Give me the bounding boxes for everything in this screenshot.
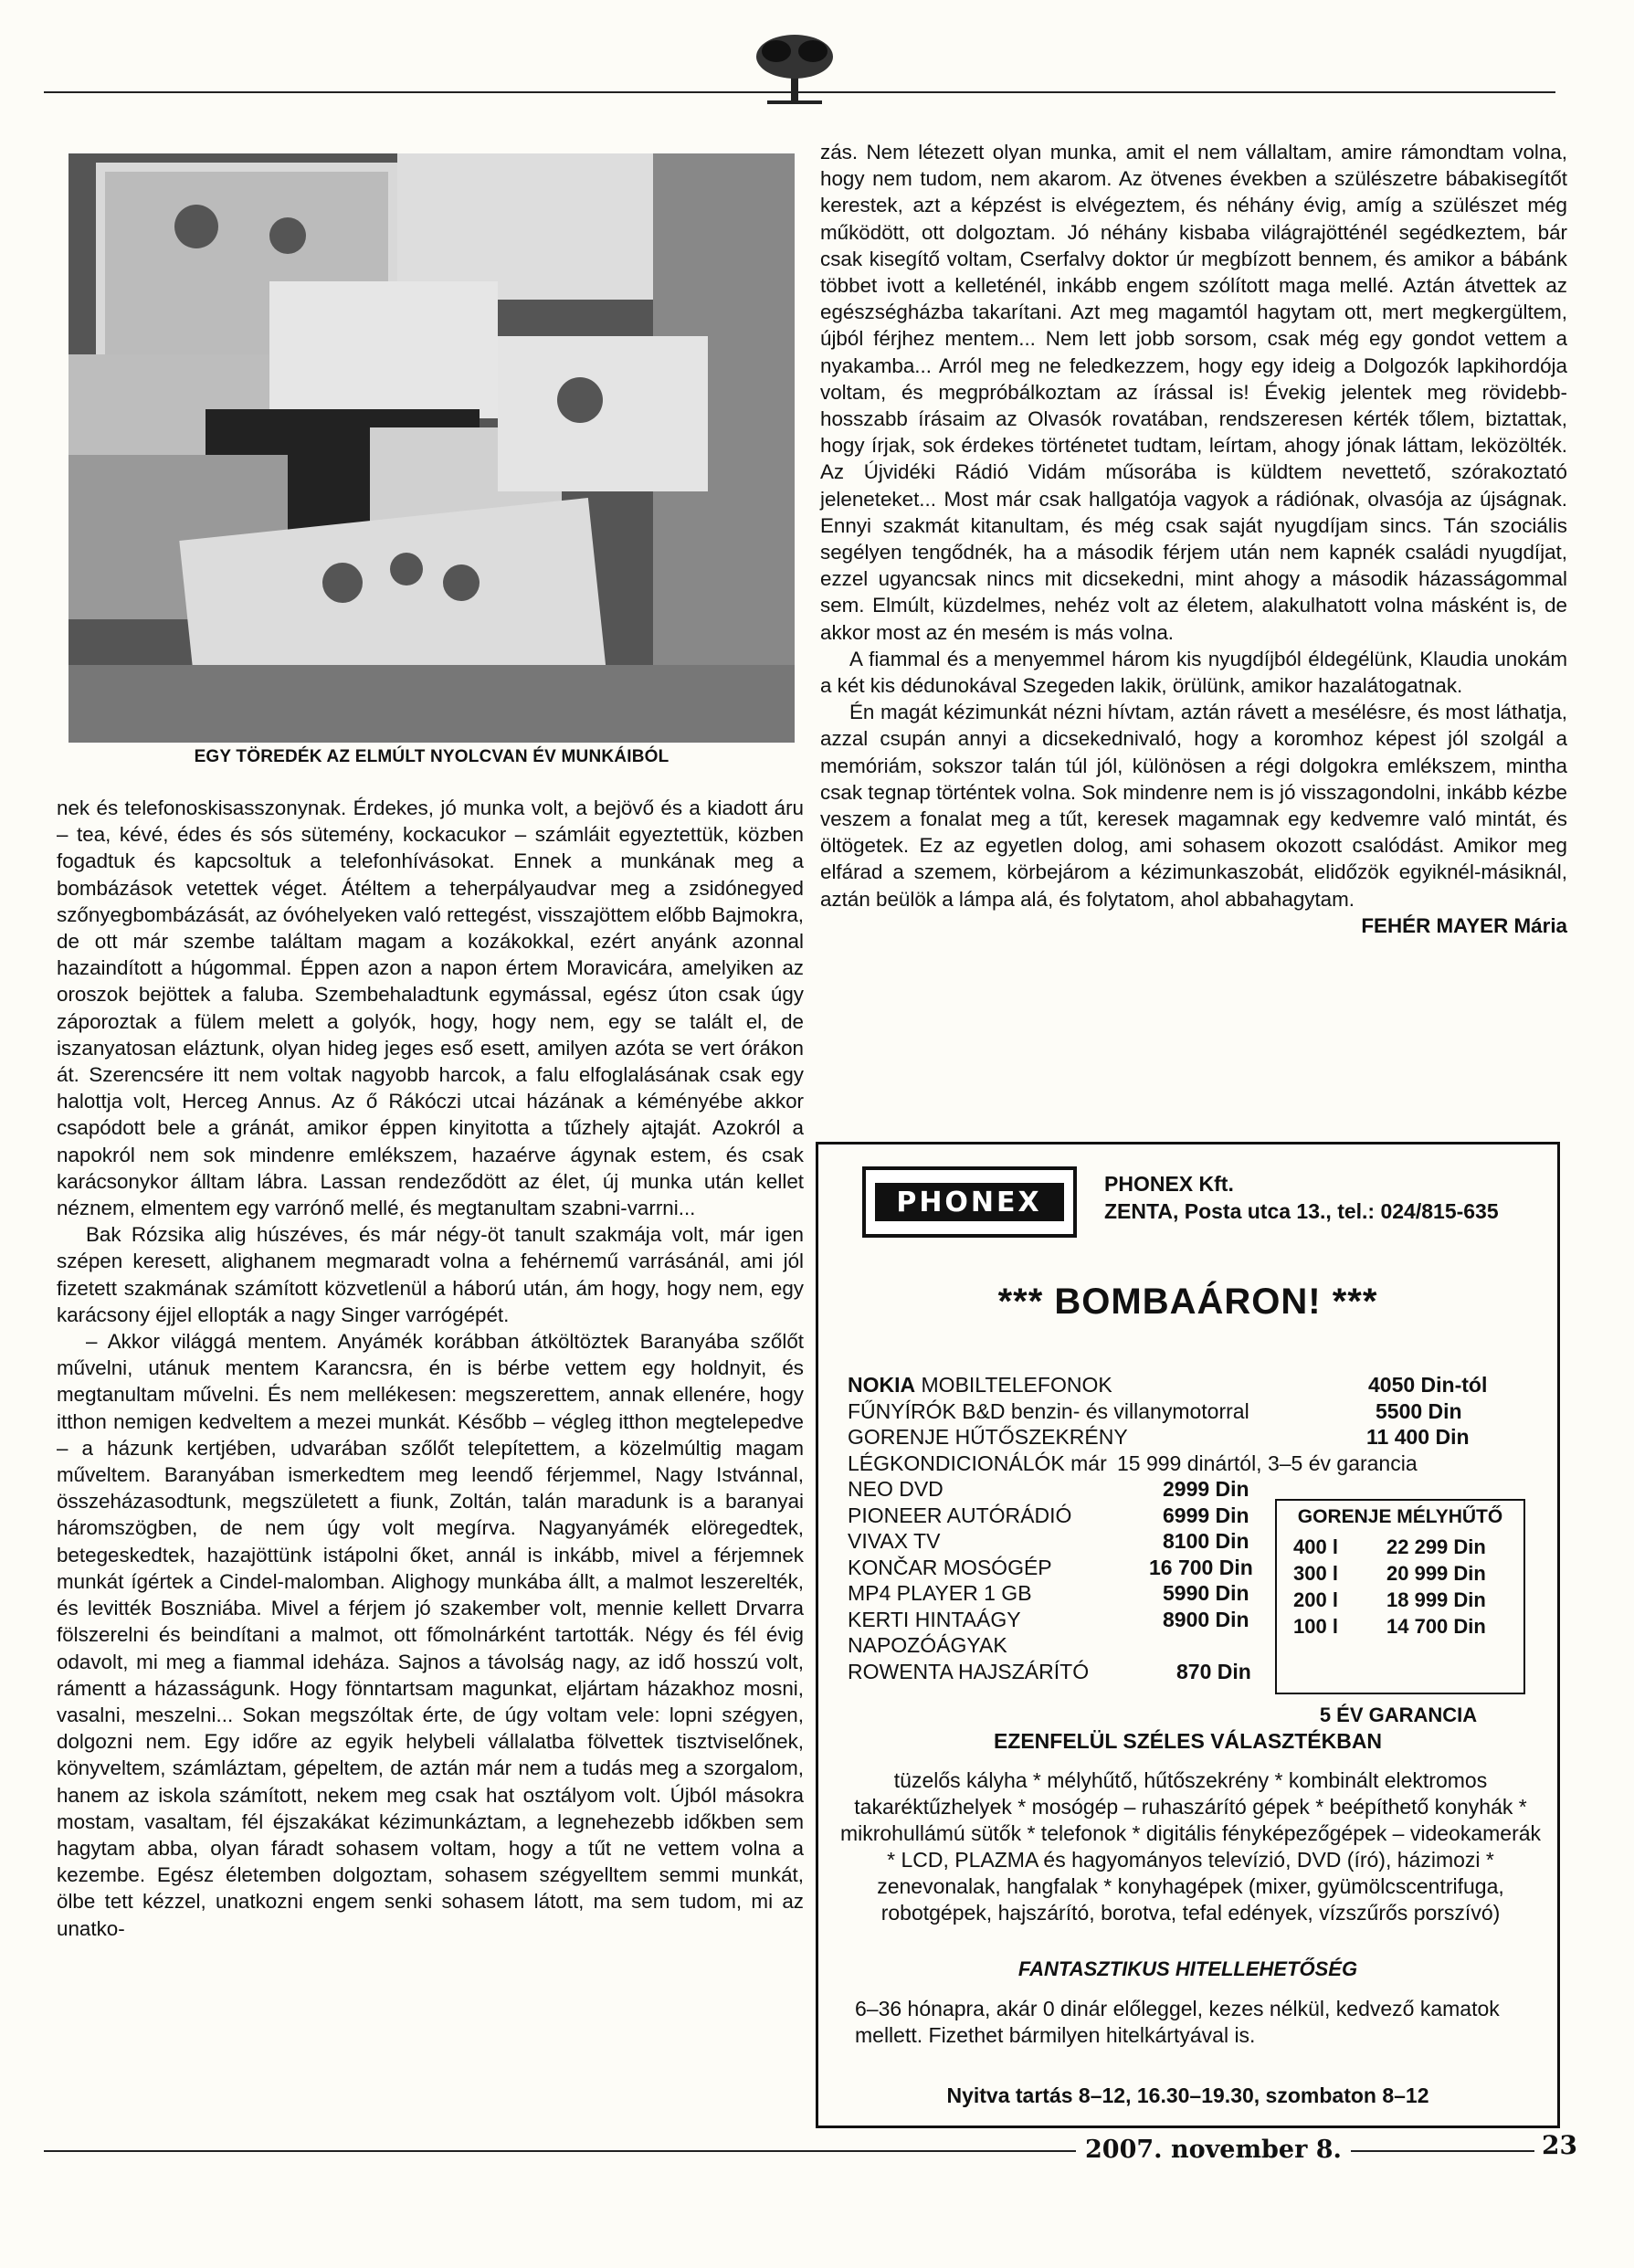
product-price: 15 999 dinártól, 3–5 év garancia bbox=[1117, 1450, 1418, 1475]
freezer-row bbox=[1277, 1562, 1523, 1588]
product-price: 8100 Din bbox=[1163, 1529, 1249, 1553]
gorenje-title: GORENJE MÉLYHŰTŐ bbox=[1297, 1506, 1503, 1527]
phonex-logo bbox=[862, 1166, 1077, 1238]
company-address: ZENTA, Posta utca 13., tel.: 024/815-635 bbox=[1104, 1199, 1499, 1223]
gorenje-freezer-box bbox=[1275, 1499, 1525, 1694]
product-price: 4050 Din-tól bbox=[1368, 1373, 1488, 1397]
paragraph: – Akkor világgá mentem. Anyámék korábban átköltöztek Baranyába szőlőt művelni, utánuk mentem Karancsra, én is bérbe vettem egy holdnyit, és megtanultam művelni. És nem mellékesen: megszerettem, annak ellenére, hogy itthon nemigen kedveltem a mezei munkát. Később – végleg itthon megtelepedve – a házunk kertjében, udvarában szőlőt telepítettem, a közelmúltig magam műveltem. Baranyában ismerkedtem meg leendő férjemmel, Nagy Istvánnal, összeházasodtunk, megszületett a fiunk, Zoltán, talán maradunk is a baranyai háromszögben, de nem úgy volt megírva. Nagyanyámék elöregedtek, betegeskedtek, hazajöttünk istápolni őket, annál is inkább, mivel a férjemnek munkát ígértek a Cindel-malomban. Alighogy munkába állt, a malmot leszerelték, és levitték Boszniába. Mivel a férjem jó szakember volt, mennie kellett Drvarra fölszerelni és beindítani a malmot, ott főmolnárként tartották. Négy és fél évig odavolt, mi meg a fiammal ideháza. Sajnos a távolság nagy, az idő hosszú volt, rámentt a házasságunk. Hogy fönntartsam magunkat, eljártam házakhoz mosni, vasalni, meszelni... Sokan megszóltak érte, de úgy voltam vele: lopni szégyen, dolgozni nem. Egy időre az egyik helybeli vállalatba fölvettek tisztviselőnek, könyveltem, számláztam, gépeltem, de aztán már nem a tudás meg a szorgalom, hanem az iskola számított, nekem meg csak hat osztályom volt. Újból másokra mostam, vasaltam, fél éjszakákat kézimunkáztam, a legnehezebb időkben sem hagytam abba, olyan fáradt sohasem voltam, hogy a tűt ne vettem volna a kezembe. Egész életemben dolgoztam, sohasem szégyelltem semmi munkát, ölbe tett kézzel, unatkozni engem senki sohasem látott, ma sem tudom, mi az unatko- bbox=[57, 1330, 804, 1940]
feature-list: tüzelős kályha * mélyhűtő, hűtőszekrény * kombinált elektromos takaréktűzhelyek * mosógép – ruhaszárító gépek * beépíthető konyhák * mikrohullámú sütők * telefonok * digitális fényképezőgépek – videokamerák * LCD, PLAZMA és hagyományos televízió, DVD (író), házimozi * zenevonalak, hangfalak * konyhagépek (mixer, gyümölcscentrifuga, robotgépek, hajszárító, borotva, tefal edények, vízszűrős porszívó) bbox=[839, 1768, 1542, 1925]
product-name: MP4 PLAYER 1 GB bbox=[848, 1581, 1032, 1605]
company-info bbox=[1104, 1170, 1499, 1225]
credit-headline: FANTASZTIKUS HITELLEHETŐSÉG bbox=[1017, 1957, 1358, 1980]
paragraph: zás. Nem létezett olyan munka, amit el nem vállaltam, amire rámondtam volna, hogy nem tudom, nem akarom. Az ötvenes években a szülészetre bábakisegítőt kerestek, azt a képzést is elvégeztem, és néhány évig, amíg a szülészet még működött, ott dolgoztam. Jó néhány kisbaba világrajötténél segédkeztem, bár csak kisegítő voltam, Cserfalvy doktor úr megbízott bennem, és amikor a bábánk többet ivott a kelleténél, inkább engem szólított maga mellé. Aztán átvettek az egészségházba takarítani. Azt meg magamtól hagytam ott, mert megkergültem, újból férjhez mentem... Nem lett jobb sorsom, csak még egy gondot vettem a nyakamba... Arról meg ne feledkezzem, hogy egy ideig a Dolgozók lapkihordója voltam, és megpróbálkoztam az írással is! Évekig jelentek meg rövidebb-hosszabb írásaim az Olvasók rovatában, rendszeresen kérték tőlem, biztattak, hogy írjak, sok érdekes történetet tudtam, leírtam, ahogy jónak láttam, leközölték. Az Újvidéki Rádió Vidám műsorába is küldtem nevettető, szórakoztató jeleneteket... Most már csak hallgatója vagyok a rádiónak, olvasója az újságnak. Ennyi szakmát kitanultam, és még csak saját nyugdíjam sincs. Tán szociális segélyen tengődnék, ha a második férjem után nem kapnék családi nyugdíjat, ezzel ugyancsak nincs mit dicsekedni, mint ahogy a második házasságommal sem. Elmúlt, küzdelmes, nehéz volt az életem, alakulhatott volna másként is, de akkor most az én mesém is más volna. bbox=[820, 141, 1567, 644]
product-row bbox=[848, 1477, 1304, 1503]
freezer-row bbox=[1277, 1615, 1523, 1641]
product-row bbox=[848, 1373, 1488, 1399]
product-row bbox=[848, 1581, 1304, 1608]
phonex-advertisement bbox=[816, 1142, 1560, 2128]
product-name: NEO DVD bbox=[848, 1477, 944, 1501]
embroidery-photo bbox=[69, 153, 795, 743]
freezer-size: 300 l bbox=[1293, 1562, 1338, 1585]
ad-headline: *** BOMBAÁRON! *** bbox=[997, 1282, 1378, 1322]
product-price: 16 700 Din bbox=[1149, 1555, 1253, 1579]
freezer-row bbox=[1277, 1588, 1523, 1615]
product-name: FŰNYÍRÓK B&D benzin- és villanymotorral bbox=[848, 1398, 1249, 1423]
right-text-column bbox=[820, 139, 1567, 939]
product-name: VIVAX TV bbox=[848, 1529, 941, 1553]
product-name: LÉGKONDICIONÁLÓK már bbox=[848, 1450, 1107, 1475]
product-name: GORENJE HŰTŐSZEKRÉNY bbox=[848, 1425, 1128, 1449]
product-row bbox=[848, 1633, 1304, 1660]
finance-terms: 6–36 hónapra, akár 0 dinár előleggel, kezes nélkül, kedvező kamatok mellett. Fizethet bármilyen hitelkártyával is. bbox=[855, 1997, 1500, 2047]
product-price: 2999 Din bbox=[1163, 1477, 1249, 1501]
freezer-price: 22 299 Din bbox=[1386, 1535, 1486, 1558]
product-price: 5500 Din bbox=[1376, 1398, 1462, 1423]
paragraph: Én magát kézimunkát nézni hívtam, aztán rávett a mesélésre, és most láthatja, azzal csupán annyi a dicsekednivaló, hogy a koromhoz képest jól szolgál a memóriám, sokszor talán túl jól, különösen a régi dolgokra emlékszem, mintha csak tegnap történtek volna. Sok mindenre nem is jó visszagondolni, inkább kézbe veszem a fonalat meg a tűt, keresek magamnak egy kedvemre való mintát, és öltögetek. Ez az egyetlen dolog, ami sohasem okozott csalódást. Amikor meg elfárad a szemem, körbejárom a kézimunkaszobát, elidőzök egyiknél-másiknál, aztán beülök a lámpa alá, és folytatom, ahol abbahagytam. bbox=[820, 701, 1567, 911]
issue-date: 2007. november 8. bbox=[1076, 2136, 1351, 2164]
product-row bbox=[848, 1398, 1462, 1426]
opening-hours: Nyitva tartás 8–12, 16.30–19.30, szombaton 8–12 bbox=[946, 2083, 1429, 2107]
product-row bbox=[848, 1529, 1304, 1556]
freezer-price: 20 999 Din bbox=[1386, 1562, 1486, 1585]
paragraph: Bak Rózsika alig húszéves, és már négy-öt tanult szakmája volt, már igen szépen keresett, alighanem megmaradt volna a fehérnemű varrásánál, ami jól fizetett szakmának számított közvetlenül a háború után, ám hogy, hogy nem, egy karácsony éjjel ellopták a nagy Singer varrógépét. bbox=[57, 1223, 804, 1326]
product-row bbox=[848, 1556, 1304, 1582]
author-signature: FEHÉR MAYER Mária bbox=[1361, 913, 1567, 937]
product-name: KERTI HINTAÁGY bbox=[848, 1607, 1021, 1631]
guarantee-label: 5 ÉV GARANCIA bbox=[1319, 1704, 1478, 1726]
product-row bbox=[848, 1660, 1304, 1686]
freezer-size: 400 l bbox=[1293, 1535, 1338, 1558]
product-name: ROWENTA HAJSZÁRÍTÓ bbox=[848, 1659, 1090, 1683]
product-name: KONČAR MOSÓGÉP bbox=[848, 1555, 1052, 1579]
product-row bbox=[848, 1425, 1470, 1451]
product-row bbox=[848, 1608, 1304, 1634]
svg-text:PHONEX: PHONEX bbox=[896, 1187, 1042, 1218]
product-name: NOKIA MOBILTELEFONOK bbox=[848, 1373, 1112, 1397]
product-name: PIONEER AUTÓRÁDIÓ bbox=[848, 1503, 1072, 1527]
freezer-price: 18 999 Din bbox=[1386, 1588, 1486, 1611]
product-price: 6999 Din bbox=[1163, 1503, 1249, 1527]
freezer-size: 100 l bbox=[1293, 1615, 1338, 1638]
ad-subheadline: EZENFELÜL SZÉLES VÁLASZTÉKBAN bbox=[993, 1729, 1383, 1753]
product-price: 5990 Din bbox=[1163, 1581, 1249, 1605]
freezer-price: 14 700 Din bbox=[1386, 1615, 1486, 1638]
product-row bbox=[848, 1450, 1418, 1478]
left-text-column bbox=[57, 795, 804, 1942]
paragraph: A fiammal és a menyemmel három kis nyugdíjból éldegélünk, Klaudia unokám a két kis dédunokával Szegeden lakik, örülünk, amikor hazalátogatnak. bbox=[820, 647, 1567, 698]
product-price: 11 400 Din bbox=[1366, 1425, 1470, 1449]
company-name: PHONEX Kft. bbox=[1104, 1172, 1234, 1196]
page-number: 23 bbox=[1534, 2130, 1577, 2160]
product-row bbox=[848, 1503, 1304, 1530]
product-name: NAPOZÓÁGYAK bbox=[848, 1633, 1007, 1657]
product-price: 8900 Din bbox=[1163, 1607, 1249, 1631]
product-price: 870 Din bbox=[1176, 1659, 1251, 1683]
tree-ornament-icon bbox=[740, 27, 849, 110]
freezer-size: 200 l bbox=[1293, 1588, 1338, 1611]
freezer-row bbox=[1277, 1535, 1523, 1562]
photo-caption: EGY TÖREDÉK AZ ELMÚLT NYOLCVAN ÉV MUNKÁIBÓL bbox=[194, 747, 669, 766]
paragraph: nek és telefonoskisasszonynak. Érdekes, jó munka volt, a bejövő és a kiadott áru – tea, kévé, édes és sós sütemény, kockacukor – számláit egyeztettük, közben fogadtuk és kapcsoltuk a telefonhívásokat. Ennek a munkának meg a bombázások vetettek véget. Átéltem a teherpályaudvar meg a zsidónegyed szőnyegbombázását, az óvóhelyeken való rettegést, visszajöttem előbb Bajmokra, de ott már szembe találtam magam a kozákokkal, ezért anyánk azonnal hazaindított a húgommal. Éppen azon a napon értem Moravicára, amelyiken az oroszok bejöttek a faluba. Szembehaladtunk egymással, egész úton csak úgy záporoztak a fülem melett a golyók, hogy, hogy nem, egy se talált el, de iszanyatosan eláztunk, olyan hideg jeges eső esett, amilyen azóta se vert órákon át. Szerencsére itt nem voltak nagyobb harcok, a falu elfoglalásának csak egy halottja volt, Herceg Annus. Az ő Rákóczi utcai házának a kéményébe akkor csapódott bele a gránát, amikor éppen kinyitotta a tűzhely ajtaját. Azokról a napokról nem sok mindenre emlékszem, hazaérve ágynak estem, és csak karácsonykor álltam lábra. Lassan rendeződött az élet, új munka után kellet néznem, elmentem egy varrónő mellé, és megtanultam szabni-varrni... bbox=[57, 796, 804, 1220]
